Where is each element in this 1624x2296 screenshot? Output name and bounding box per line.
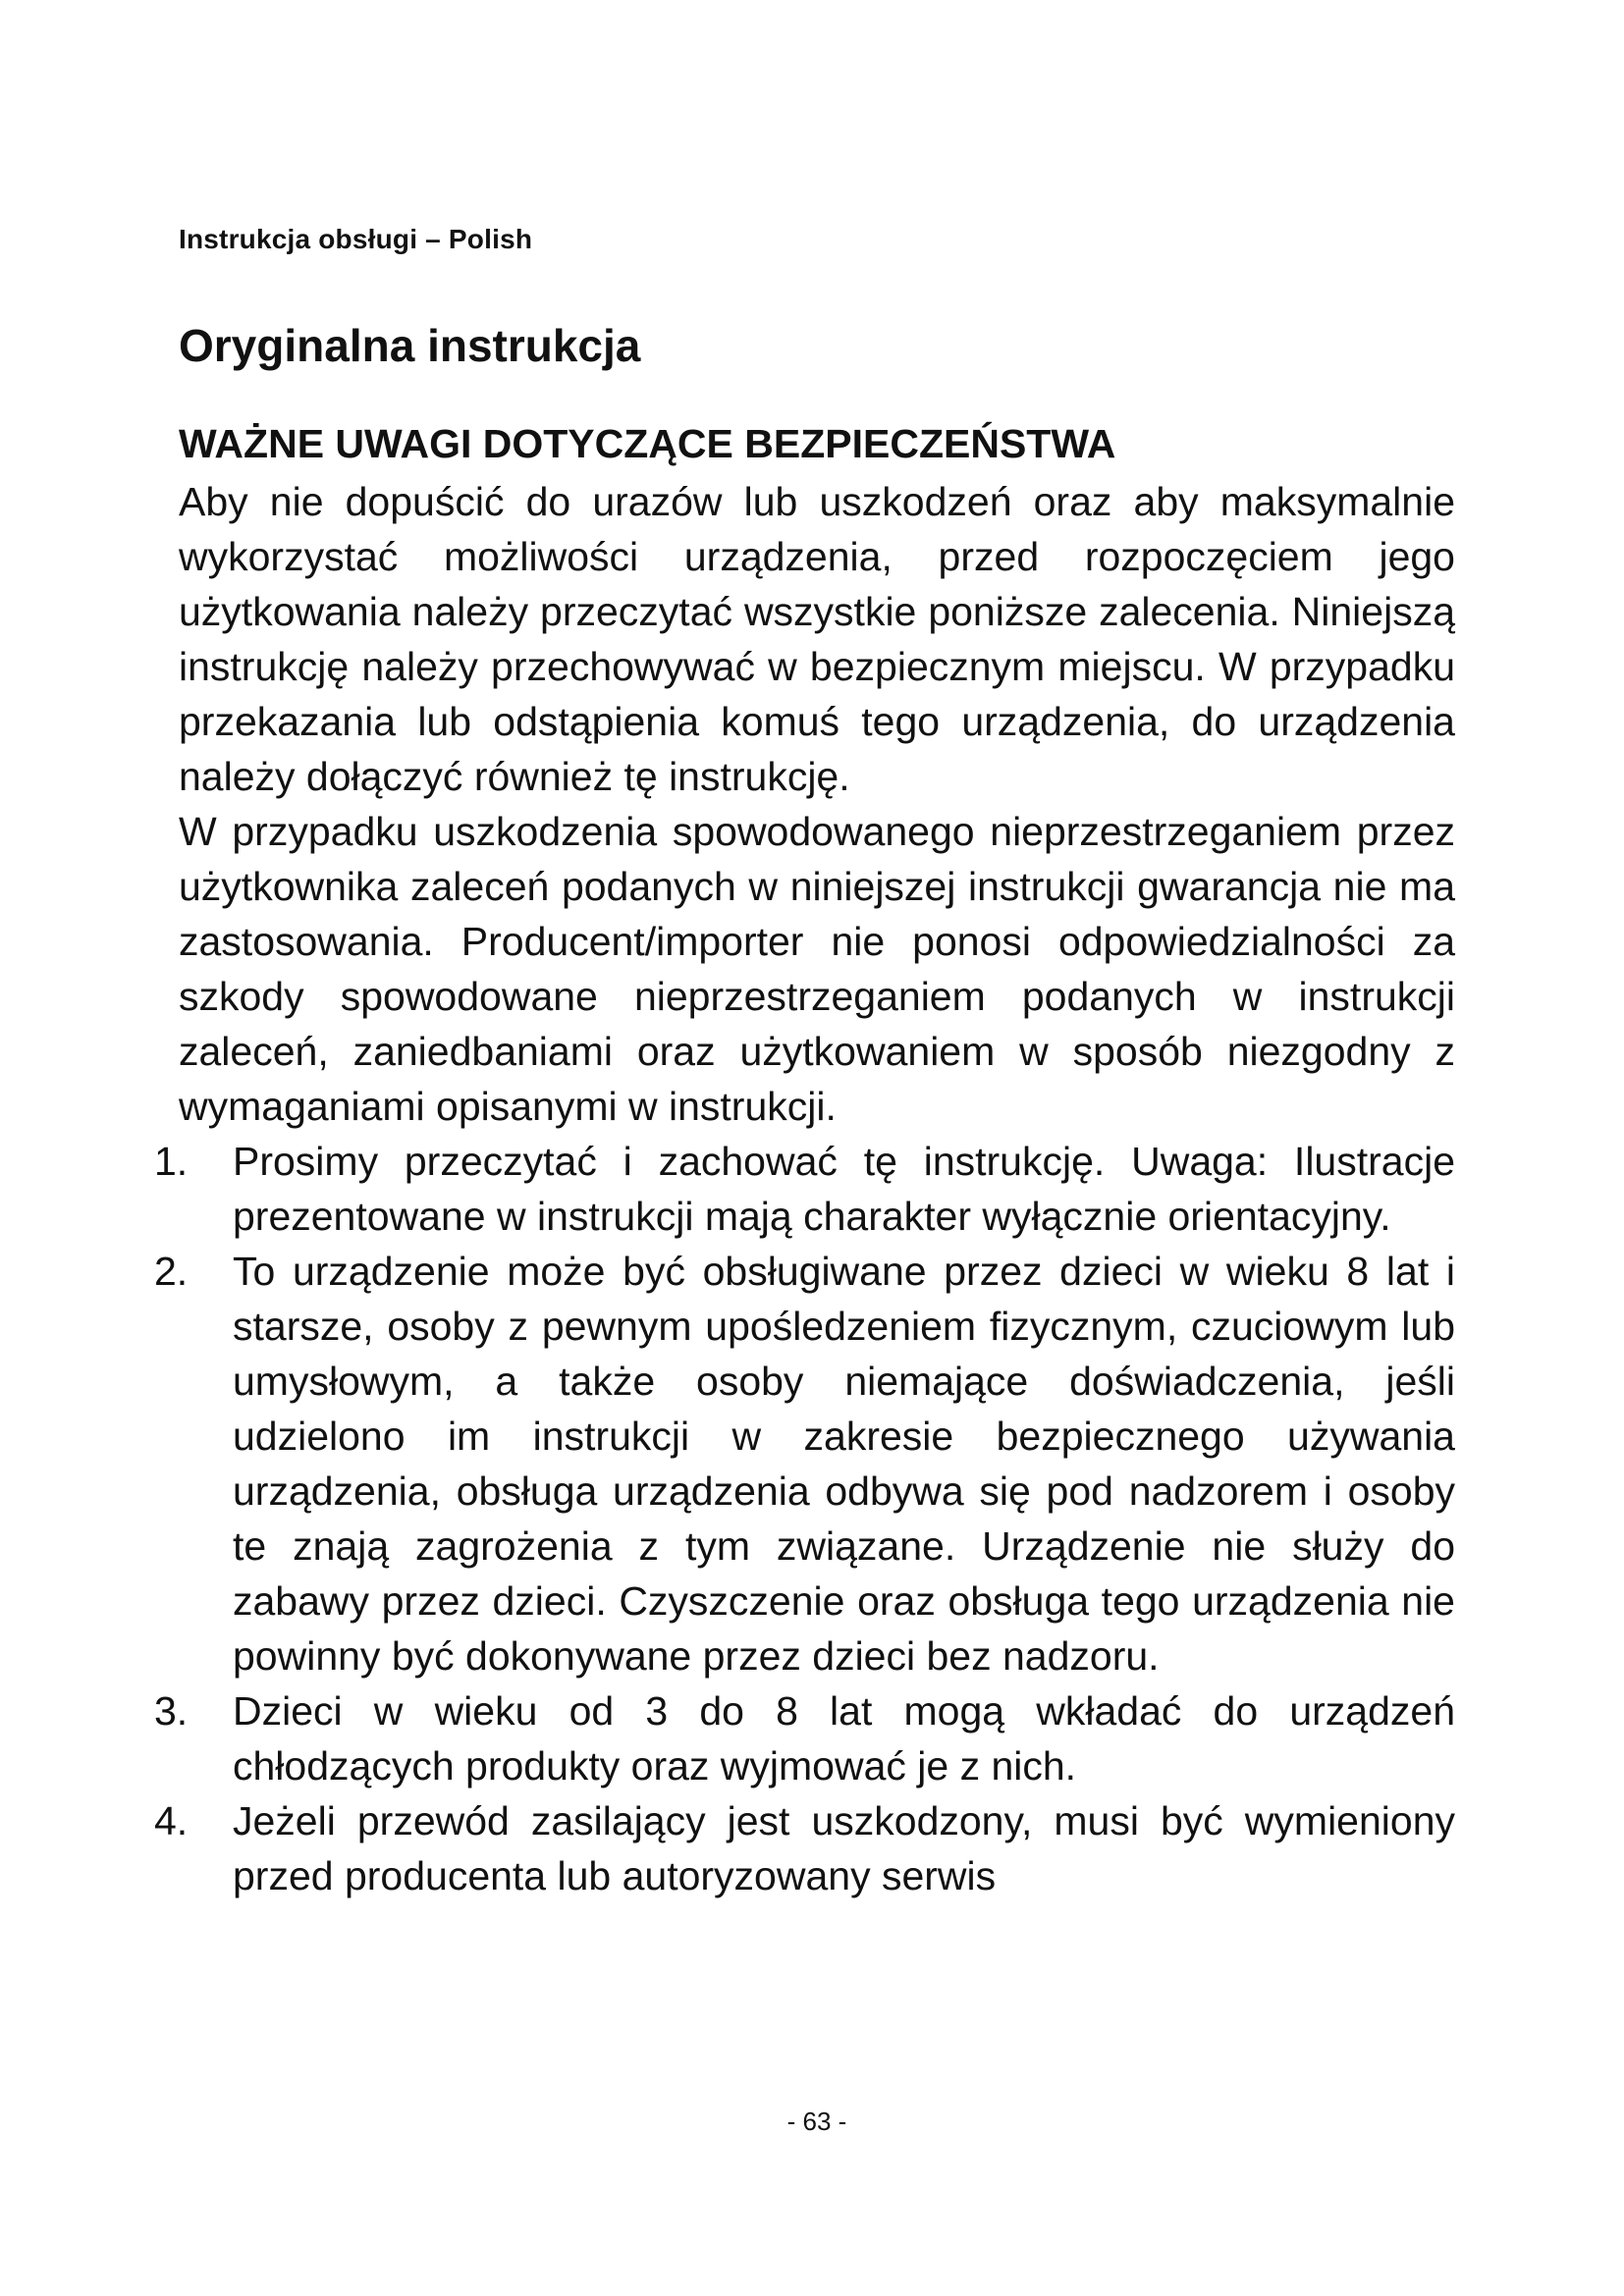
list-item-text: Jeżeli przewód zasilający jest uszkodzony, musi być wymieniony przed producenta lub autoryzowany serwis <box>233 1798 1455 1898</box>
safety-list <box>154 1134 1455 1903</box>
list-item <box>154 1793 1455 1903</box>
list-item <box>154 1683 1455 1793</box>
list-item-number: 1. <box>154 1139 189 1184</box>
document-page <box>154 0 1455 2296</box>
list-item-number: 3. <box>154 1688 189 1734</box>
list-item-number: 4. <box>154 1798 189 1843</box>
document-body <box>154 417 1455 1903</box>
warranty-paragraph: W przypadku uszkodzenia spowodowanego nieprzestrzeganiem przez użytkownika zaleceń podanych w niniejszej instrukcji gwarancja nie ma zastosowania. Producent/importer nie ponosi odpowiedzialności za szkody spowodowane nieprzestrzeganiem podanych w instrukcji zaleceń, zaniedbaniami oraz użytkowaniem w sposób niezgodny z wymaganiami opisanymi w instrukcji. <box>179 809 1455 1129</box>
running-header: Instrukcja obsługi – Polish <box>179 224 533 254</box>
intro-paragraph: Aby nie dopuścić do urazów lub uszkodzeń oraz aby maksymalnie wykorzystać możliwości urządzenia, przed rozpoczęciem jego użytkowania należy przeczytać wszystkie poniższe zalecenia. Niniejszą instrukcję należy przechowywać w bezpiecznym miejscu. W przypadku przekazania lub odstąpienia komuś tego urządzenia, do urządzenia należy dołączyć również tę instrukcję. <box>179 479 1455 799</box>
list-item-text: Prosimy przeczytać i zachować tę instrukcję. Uwaga: Ilustracje prezentowane w instrukcji mają charakter wyłącznie orientacyjny. <box>233 1139 1455 1239</box>
list-item <box>154 1134 1455 1244</box>
list-item <box>154 1244 1455 1683</box>
safety-heading: WAŻNE UWAGI DOTYCZĄCE BEZPIECZEŃSTWA <box>179 421 1116 466</box>
list-item-number: 2. <box>154 1249 189 1294</box>
page-number: - 63 - <box>786 2107 847 2136</box>
document-title: Oryginalna instrukcja <box>179 320 641 371</box>
list-item-text: To urządzenie może być obsługiwane przez dzieci w wieku 8 lat i starsze, osoby z pewnym upośledzeniem fizycznym, czuciowym lub umysłowym, a także osoby niemające doświadczenia, jeśli udzielono im instrukcji w zakresie bezpiecznego używania urządzenia, obsługa urządzenia odbywa się pod nadzorem i osoby te znają zagrożenia z tym związane. Urządzenie nie służy do zabawy przez dzieci. Czyszczenie oraz obsługa tego urządzenia nie powinny być dokonywane przez dzieci bez nadzoru. <box>233 1249 1455 1679</box>
list-item-text: Dzieci w wieku od 3 do 8 lat mogą wkładać do urządzeń chłodzących produkty oraz wyjmować je z nich. <box>233 1688 1455 1789</box>
